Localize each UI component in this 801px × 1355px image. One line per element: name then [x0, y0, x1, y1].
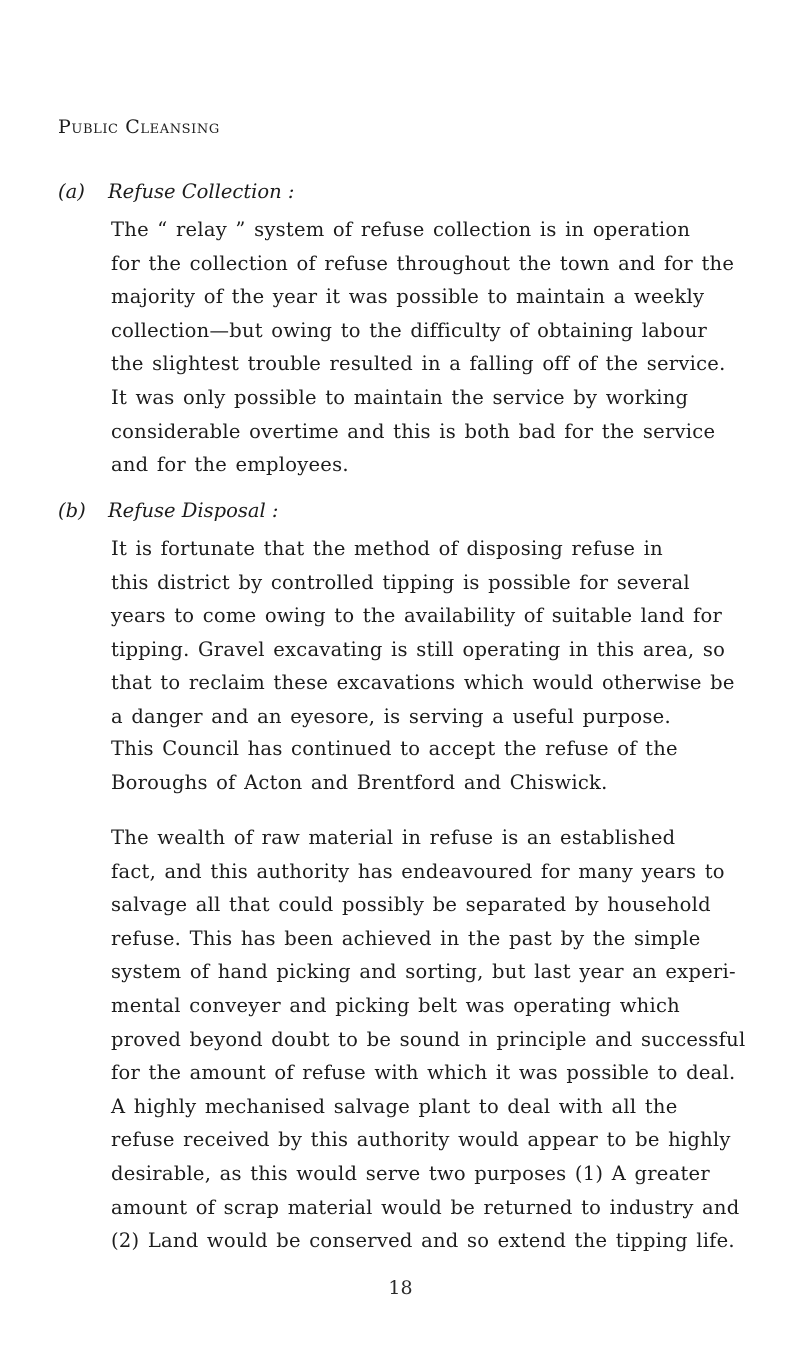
section-b-heading	[58, 499, 278, 522]
text-line: salvage all that could possibly be separated by household	[111, 893, 711, 917]
section-b-paragraph-1	[111, 532, 741, 734]
text-line: mental conveyer and picking belt was operating which	[111, 993, 680, 1017]
text-line: amount of scrap material would be returned to industry and	[111, 1195, 740, 1219]
text-line: fact, and this authority has endeavoured for many years to	[111, 859, 725, 883]
text-line: Boroughs of Acton and Brentford and Chiswick.	[111, 770, 608, 794]
text-line: system of hand picking and sorting, but last year an experi-	[111, 960, 736, 984]
section-a-paragraph-1	[111, 213, 741, 482]
page-number: 18	[388, 1277, 413, 1299]
section-b-marker: (b)	[58, 499, 86, 522]
section-b-title: Refuse Disposal :	[108, 499, 279, 522]
text-line: years to come owing to the availability of suitable land for	[111, 604, 723, 628]
section-b-paragraph-3	[111, 821, 746, 1258]
text-line: that to reclaim these excavations which would otherwise be	[111, 671, 735, 695]
text-line: collection—but owing to the difficulty of obtaining labour	[111, 318, 708, 342]
text-line: for the collection of refuse throughout the town and for the	[111, 251, 735, 275]
page-heading: Public Cleansing	[58, 116, 220, 138]
section-a-title: Refuse Collection :	[108, 180, 295, 203]
section-a-heading	[58, 180, 294, 203]
text-line: A highly mechanised salvage plant to deal with all the	[111, 1094, 678, 1118]
text-line: desirable, as this would serve two purposes (1) A greater	[111, 1161, 710, 1185]
text-line: The wealth of raw material in refuse is an established	[111, 826, 676, 849]
section-a-marker: (a)	[58, 180, 85, 203]
text-line: It is fortunate that the method of disposing refuse in	[111, 537, 663, 560]
text-line: considerable overtime and this is both bad for the service	[111, 419, 716, 443]
text-line: refuse. This has been achieved in the past by the simple	[111, 926, 701, 950]
text-line: this district by controlled tipping is possible for several	[111, 570, 690, 594]
text-line: refuse received by this authority would appear to be highly	[111, 1128, 731, 1152]
text-line: tipping. Gravel excavating is still operating in this area, so	[111, 637, 726, 661]
text-line: The “ relay ” system of refuse collection is in operation	[111, 218, 691, 241]
text-line: the slightest trouble resulted in a falling off of the service.	[111, 352, 726, 376]
text-line: a danger and an eyesore, is serving a useful purpose.	[111, 704, 671, 728]
section-b-paragraph-2	[111, 732, 741, 799]
text-line: and for the employees.	[111, 453, 349, 477]
text-line: majority of the year it was possible to maintain a weekly	[111, 285, 705, 309]
text-line: This Council has continued to accept the refuse of the	[111, 737, 678, 760]
text-line: (2) Land would be conserved and so extend the tipping life.	[111, 1229, 735, 1253]
text-line: for the amount of refuse with which it was possible to deal.	[111, 1061, 736, 1085]
text-line: It was only possible to maintain the service by working	[111, 385, 689, 409]
text-line: proved beyond doubt to be sound in principle and successful	[111, 1027, 746, 1051]
